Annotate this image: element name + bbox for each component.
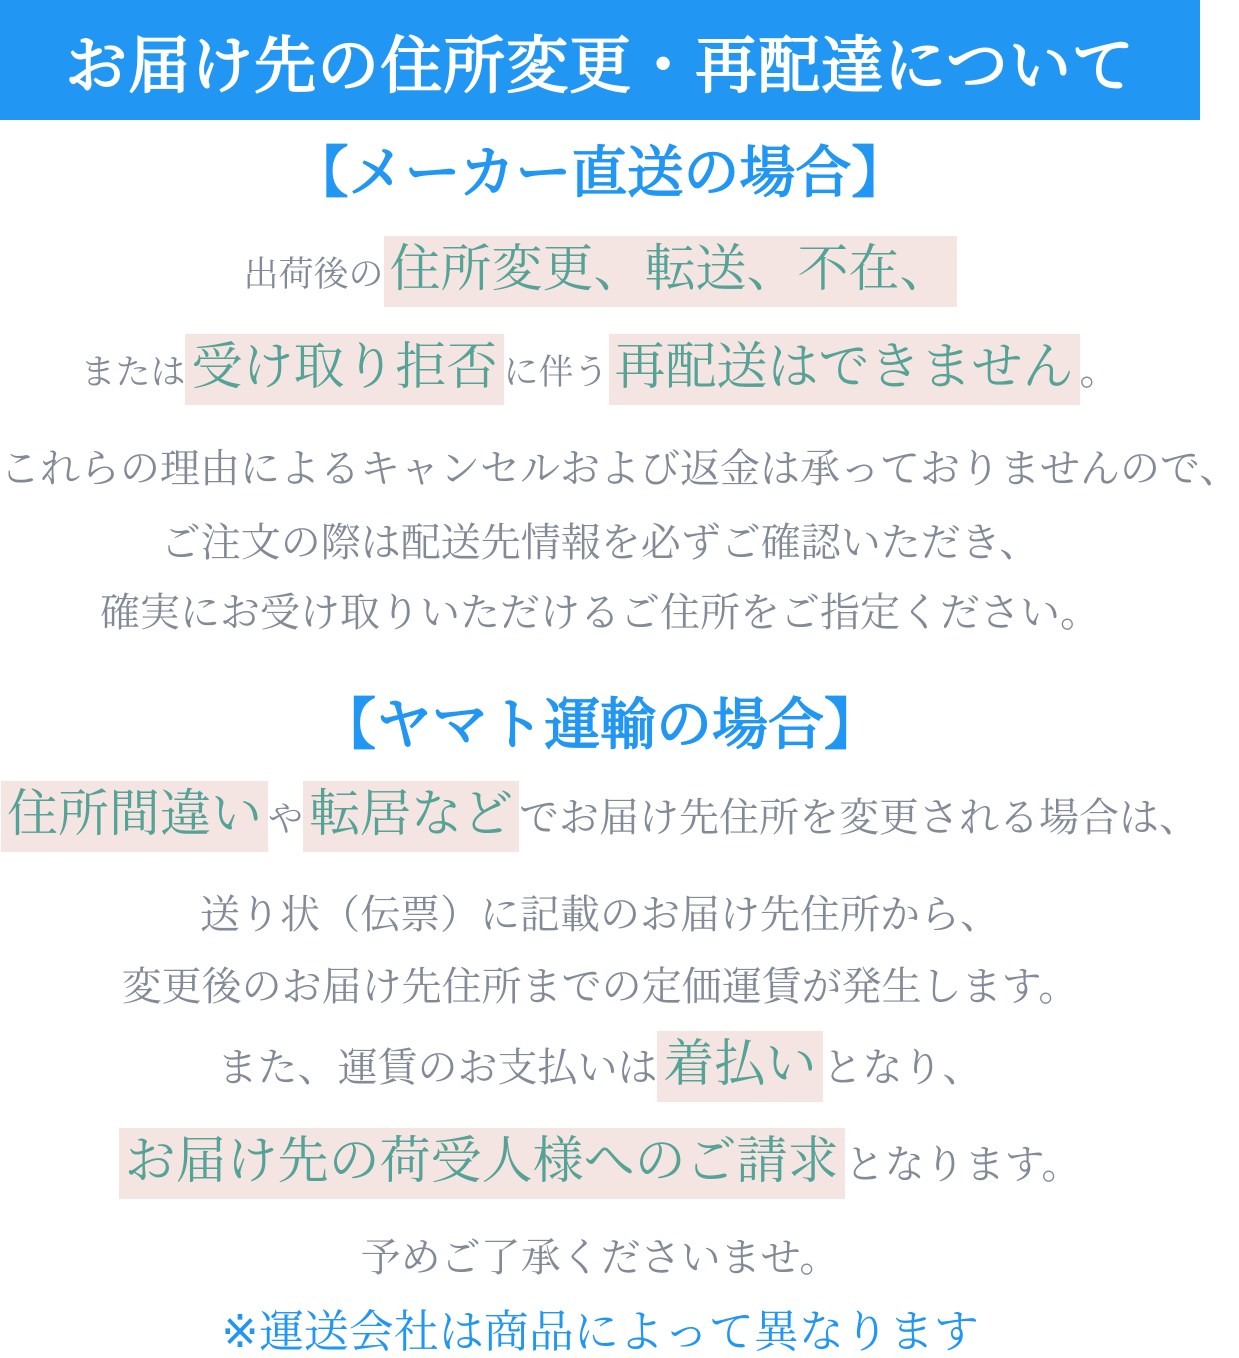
highlight-segment: 転居など (303, 781, 519, 852)
highlight-segment: 受け取り拒否 (185, 334, 503, 405)
text-line (0, 520, 1200, 574)
plain-segment: や (267, 800, 303, 840)
text-line (0, 446, 1239, 500)
text-line (0, 1128, 1200, 1207)
plain-segment: 確実にお受け取りいただけるご住所をご指定ください。 (100, 590, 1100, 636)
section-yamato-heading: 【ヤマト運輸の場合】 (320, 693, 880, 758)
text-line (0, 780, 1200, 861)
text-line (0, 1235, 1200, 1289)
section-maker-direct-heading: 【メーカー直送の場合】 (292, 141, 908, 206)
page-title: お届け先の住所変更・再配達について (65, 28, 1135, 102)
highlight-segment: 着払い (657, 1031, 822, 1102)
highlight-segment: 住所変更、転送、不在、 (384, 236, 957, 307)
plain-segment: 。 (1079, 348, 1120, 394)
text-line (0, 238, 1200, 313)
plain-segment: これらの理由によるキャンセルおよび返金は承っておりませんので、 (0, 446, 1239, 492)
carrier-footnote: ※運送会社は商品によって異なります (221, 1305, 979, 1358)
text-line (0, 590, 1200, 644)
text-line (0, 1033, 1200, 1108)
page-title-banner (0, 0, 1200, 120)
plain-segment: また、運賃のお支払いは (217, 1045, 658, 1091)
plain-segment: に伴う (503, 353, 609, 393)
plain-segment: ご注文の際は配送先情報を必ずご確認いただき、 (160, 520, 1040, 566)
highlight-segment: 再配送はできません (609, 334, 1080, 405)
plain-segment: 変更後のお届け先住所までの定価運賃が発生します。 (121, 964, 1079, 1010)
notice-body (0, 140, 1239, 1358)
highlight-segment: お届け先の荷受人様へのご請求 (119, 1128, 845, 1199)
text-line (0, 963, 1200, 1019)
plain-segment: となり、 (822, 1045, 983, 1091)
text-line (0, 891, 1200, 947)
plain-segment: 予めご了承くださいませ。 (360, 1235, 840, 1281)
plain-segment: 出荷後の (243, 255, 384, 295)
plain-segment: または (80, 353, 186, 393)
highlight-segment: 住所間違い (1, 781, 268, 852)
plain-segment: 送り状（伝票）に記載のお届け先住所から、 (200, 892, 1000, 938)
text-line (0, 335, 1200, 412)
plain-segment: でお届け先住所を変更される場合は、 (519, 795, 1200, 841)
plain-segment: となります。 (844, 1142, 1082, 1188)
